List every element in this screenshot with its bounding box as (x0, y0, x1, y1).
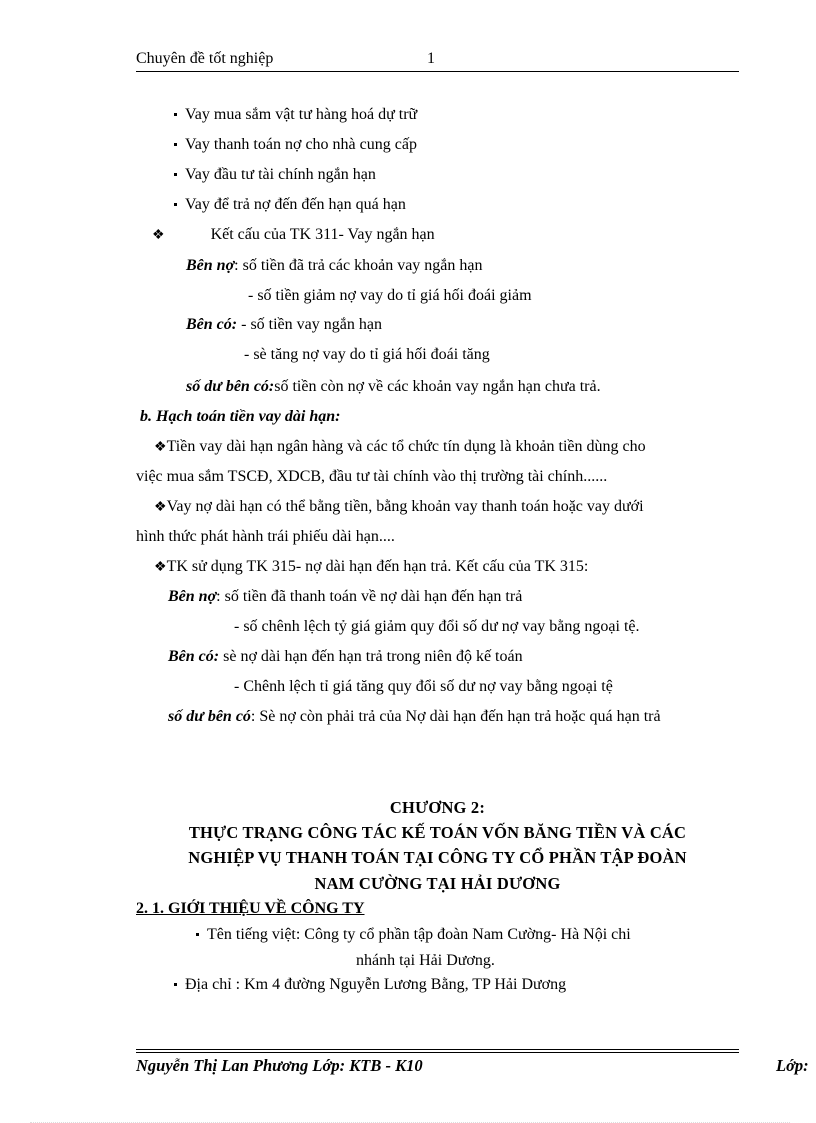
square-bullet-icon (174, 143, 177, 146)
square-bullet-icon (174, 113, 177, 116)
diamond-bullet-icon: ❖ (154, 500, 167, 515)
tk311-ben-co: Bên có: - số tiền vay ngắn hạn (186, 316, 382, 333)
tk311-so-du: số dư bên có:số tiền còn nợ về các khoản vay ngắn hạn chưa trả. (186, 378, 601, 395)
tk311-ben-no: Bên nợ: số tiền đã trả các khoản vay ngắn hạn (186, 257, 483, 274)
section-b-heading: b. Hạch toán tiền vay dài hạn: (140, 408, 341, 425)
list-item-continuation: nhánh tại Hải Dương. (356, 952, 495, 969)
footer-rule (136, 1049, 739, 1050)
list-item: Tên tiếng việt: Công ty cổ phần tập đoàn Nam Cường- Hà Nội chi (196, 926, 631, 944)
square-bullet-icon (174, 983, 177, 986)
chapter-title-line2: NGHIỆP VỤ THANH TOÁN TẠI CÔNG TY CỔ PHẦN TẬP ĐOÀN (188, 848, 687, 867)
diamond-bullet-icon: ❖ (152, 228, 165, 243)
tk311-heading: ❖ Kết cấu của TK 311- Vay ngắn hạn (152, 226, 435, 243)
header-rule (136, 71, 739, 72)
list-item: Vay mua sắm vật tư hàng hoá dự trữ (174, 106, 417, 124)
footer-right-cut: Lớp: (776, 1056, 809, 1075)
section-b-para1-line2: việc mua sắm TSCĐ, XDCB, đầu tư tài chính vào thị trường tài chính...... (136, 468, 608, 485)
chapter-title-line1: THỰC TRẠNG CÔNG TÁC KẾ TOÁN VỐN BĂNG TIỀN VÀ CÁC (188, 823, 687, 842)
chapter-number: CHƯƠNG 2: (389, 798, 486, 817)
diamond-bullet-icon: ❖ (154, 440, 167, 455)
footer-author: Nguyễn Thị Lan Phương Lớp: KTB - K10 (136, 1056, 423, 1075)
list-item: Vay để trả nợ đến đến hạn quá hạn (174, 196, 406, 214)
section-b-para2-line1: ❖Vay nợ dài hạn có thể bằng tiền, bằng khoản vay thanh toán hoặc vay dưới (154, 498, 644, 515)
section-b-para1-line1: ❖Tiền vay dài hạn ngân hàng và các tổ chức tín dụng là khoản tiền dùng cho (154, 438, 646, 455)
tk315-ben-co: Bên có: sè nợ dài hạn đến hạn trả trong niên độ kế toán (168, 648, 523, 665)
section-21-heading: 2. 1. GIỚI THIỆU VỀ CÔNG TY (136, 900, 365, 917)
square-bullet-icon (174, 203, 177, 206)
tk311-ben-co-2: - sè tăng nợ vay do tỉ giá hối đoái tăng (244, 346, 490, 363)
header-title: Chuyên đề tốt nghiệp (136, 50, 274, 67)
tk315-ben-no: Bên nợ: số tiền đã thanh toán về nợ dài hạn đến hạn trả (168, 588, 523, 605)
square-bullet-icon (196, 933, 199, 936)
chapter-title-line3: NAM CƯỜNG TẠI HẢI DƯƠNG (314, 874, 561, 893)
footer-rule (136, 1052, 739, 1053)
list-item: Vay đầu tư tài chính ngắn hạn (174, 166, 376, 184)
section-b-para3: ❖TK sử dụng TK 315- nợ dài hạn đến hạn trả. Kết cấu của TK 315: (154, 558, 589, 575)
section-b-para2-line2: hình thức phát hành trái phiếu dài hạn.... (136, 528, 395, 545)
tk315-ben-co-2: - Chênh lệch tỉ giá tăng quy đổi số dư nợ vay bằng ngoại tệ (234, 678, 613, 695)
tk311-ben-no-2: - số tiền giảm nợ vay do tỉ giá hối đoái giảm (248, 287, 532, 304)
page-number: 1 (427, 50, 435, 67)
list-item: Vay thanh toán nợ cho nhà cung cấp (174, 136, 417, 154)
tk315-so-du: số dư bên có: Sè nợ còn phải trả của Nợ dài hạn đến hạn trả hoặc quá hạn trả (168, 708, 661, 725)
square-bullet-icon (174, 173, 177, 176)
list-item: Địa chỉ : Km 4 đường Nguyễn Lương Bằng, TP Hải Dương (174, 976, 566, 994)
tk315-ben-no-2: - số chênh lệch tỷ giá giảm quy đổi số dư nợ vay bằng ngoại tệ. (234, 618, 640, 635)
diamond-bullet-icon: ❖ (154, 560, 167, 575)
